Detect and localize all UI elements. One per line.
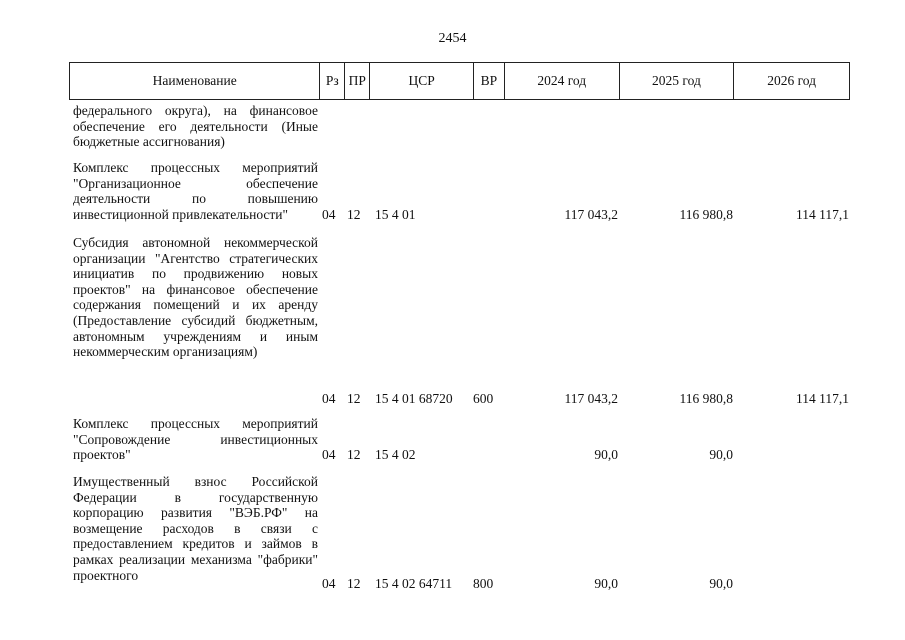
row-pr: 12	[347, 206, 361, 222]
row-pr: 12	[347, 447, 361, 463]
table-header	[69, 62, 850, 100]
header-pr: ПР	[344, 63, 369, 99]
row-rz: 04	[322, 391, 336, 406]
header-2025: 2025 год	[619, 63, 734, 99]
row-csr: 15 4 01	[375, 206, 416, 222]
row-name: Комплекс процессных мероприятий "Сопровождение инвестиционных проектов"	[73, 416, 318, 463]
header-name: Наименование	[152, 73, 237, 88]
row-pr: 12	[347, 391, 361, 406]
row-vr: 800	[473, 576, 494, 591]
row-csr: 15 4 02 64711	[375, 576, 453, 591]
row-pr: 12	[347, 576, 361, 591]
row-name: Комплекс процессных мероприятий "Организационное обеспечение деятельности по повышению инвестиционной привлекательности"	[73, 160, 318, 222]
row-2026: 114 117,1	[796, 391, 849, 406]
row-vr: 600	[473, 391, 494, 406]
header-vr: ВР	[473, 63, 504, 99]
row-2024: 117 043,2	[564, 206, 618, 222]
row-csr: 15 4 02	[375, 447, 416, 463]
row-name: федерального округа), на финансовое обеспечение его деятельности (Иные бюджетные ассигнования)	[73, 103, 318, 150]
row-2025: 116 980,8	[679, 391, 733, 406]
header-csr: ЦСР	[369, 63, 473, 99]
row-rz: 04	[322, 206, 336, 222]
header-2024: 2024 год	[504, 63, 619, 99]
row-name: Субсидия автономной некоммерческой организации "Агентство стратегических инициатив по продвижению новых проектов" на финансовое обеспечение содержания помещений и их аренду (Предоставление субсидий бюджетным, автономным учреждениям и иным некоммерческим организациям)	[73, 235, 318, 360]
row-2025: 90,0	[709, 447, 733, 463]
header-rz: Рз	[319, 63, 344, 99]
page-number: 2454	[438, 31, 467, 46]
row-csr: 15 4 01 68720	[375, 391, 453, 406]
row-2026: 114 117,1	[796, 206, 849, 222]
row-name: Имущественный взнос Российской Федерации в государственную корпорацию развития "ВЭБ.РФ" на возмещение расходов в связи с предоставлением кредитов и займов в рамках реализации механизма "фабрики" проектного	[73, 474, 318, 583]
row-2025: 116 980,8	[679, 206, 733, 222]
row-2025: 90,0	[709, 576, 733, 591]
row-2024: 90,0	[594, 447, 618, 463]
row-2024: 90,0	[594, 576, 618, 591]
header-2026: 2026 год	[733, 63, 849, 99]
row-2024: 117 043,2	[564, 391, 618, 406]
row-rz: 04	[322, 447, 336, 463]
row-rz: 04	[322, 576, 336, 591]
